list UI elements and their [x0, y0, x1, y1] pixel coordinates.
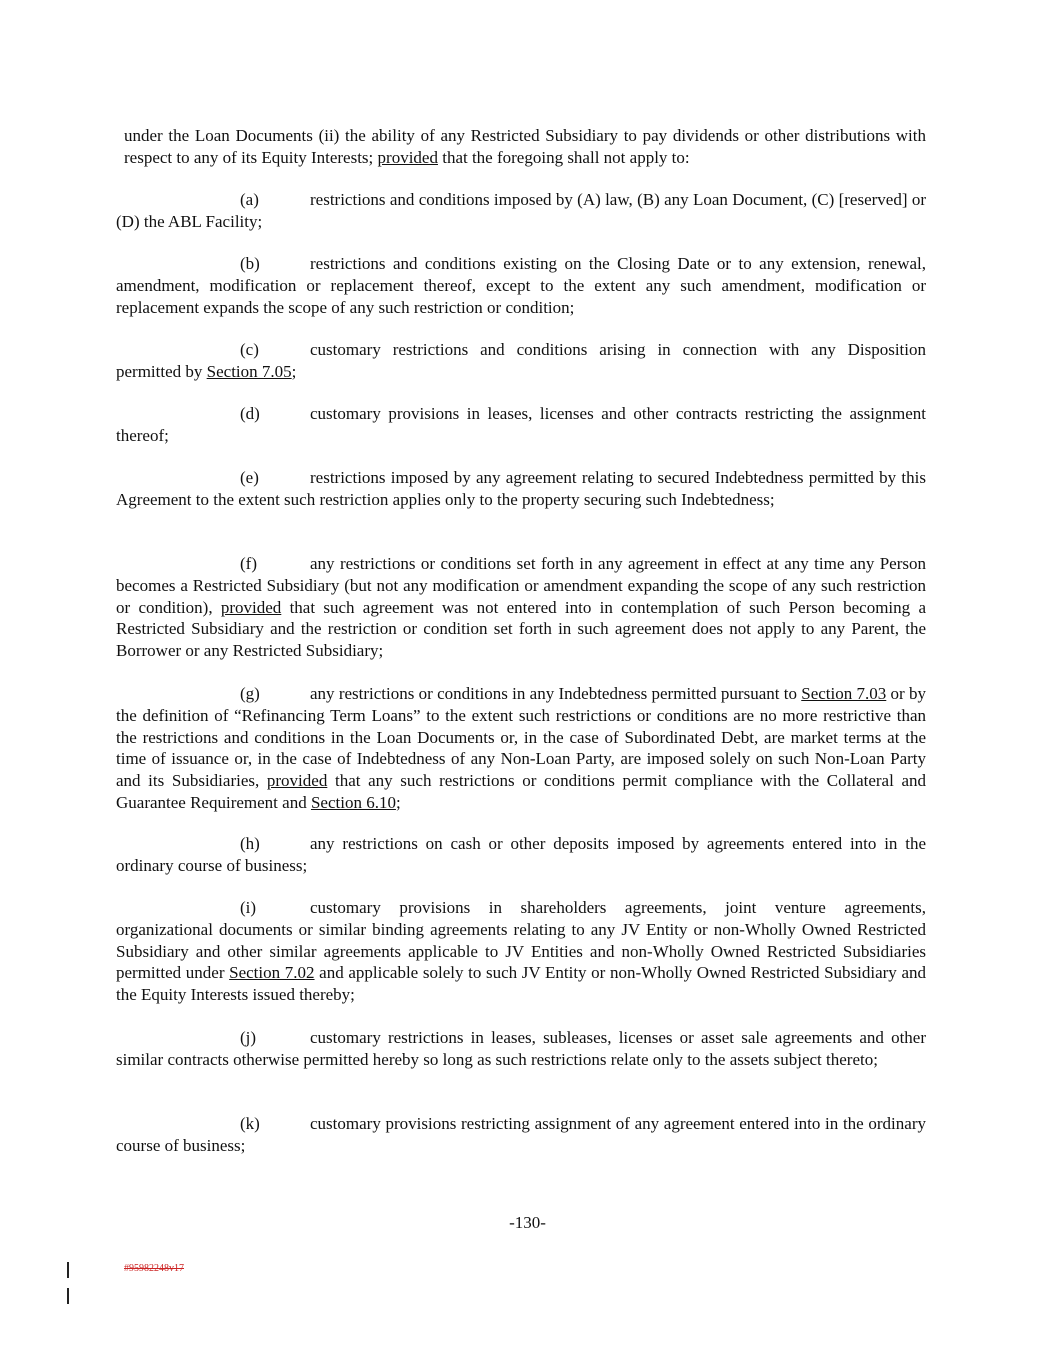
- lead-paragraph: under the Loan Documents (ii) the ability of any Restricted Subsidiary to pay dividends or other distributions with respect to any of its Equity Interests; provided that the foregoing shall not apply to:: [124, 126, 926, 167]
- clause-d: (d) customary provisions in leases, licenses and other contracts restricting the assignment thereof;: [116, 404, 926, 445]
- section-reference: Section 7.02: [229, 963, 315, 983]
- clause-label: (d): [240, 404, 260, 423]
- clause-label: (h): [240, 834, 260, 853]
- clause-a: (a) restrictions and conditions imposed by (A) law, (B) any Loan Document, (C) [reserved] or (D) the ABL Facility;: [116, 190, 926, 231]
- clause-i: (i) customary provisions in shareholders agreements, joint venture agreements, organizational documents or similar binding agreements relating to any JV Entity or non-Wholly Owned Restricted Subsidiary and other similar agreements applicable to JV Entities and non-Wholly Owned Restricted Subsidiaries permitted under Section 7.02 and applicable solely to such JV Entity or non-Wholly Owned Restricted Subsidiary and the Equity Interests issued thereby;: [116, 898, 926, 1005]
- section-reference: Section 6.10: [310, 792, 396, 812]
- clause-k: (k) customary provisions restricting assignment of any agreement entered into in the ordinary course of business;: [116, 1114, 926, 1155]
- clause-label: (e): [240, 468, 259, 487]
- section-reference: Section 7.03: [801, 684, 887, 703]
- clause-g: (g) any restrictions or conditions in any Indebtedness permitted pursuant to Section 7.03 or by the definition of “Refinancing Term Loans” to the extent such restrictions or conditions are no more restrictive than the restrictions and conditions in the Loan Documents or, in the case of Subordinated Debt, are market terms at the time of issuance or, in the case of Indebtedness of any Non-Loan Party, are imposed solely on such Non-Loan Party and its Subsidiaries, provided that any such restrictions or conditions permit compliance with the Collateral and Guarantee Requirement and Section 6.10;: [116, 684, 926, 812]
- provided-term: provided: [266, 771, 328, 791]
- clause-label: (k): [240, 1114, 260, 1133]
- provided-term: provided: [220, 597, 282, 617]
- clause-label: (j): [240, 1028, 257, 1047]
- clause-label: (f): [240, 554, 257, 573]
- clause-label: (g): [240, 684, 260, 703]
- clause-c: (c) customary restrictions and conditions arising in connection with any Disposition permitted by Section 7.05;: [116, 340, 926, 381]
- clause-label: (i): [240, 898, 257, 917]
- section-reference: Section 7.05: [206, 361, 292, 381]
- provided-term: provided: [377, 147, 438, 167]
- clause-j: (j) customary restrictions in leases, subleases, licenses or asset sale agreements and other similar contracts otherwise permitted hereby so long as such restrictions relate only to the assets subject thereto;: [116, 1028, 926, 1069]
- clause-h: (h) any restrictions on cash or other deposits imposed by agreements entered into in the ordinary course of business;: [116, 834, 926, 875]
- clause-b: (b) restrictions and conditions existing on the Closing Date or to any extension, renewal, amendment, modification or replacement thereof, except to the extent any such amendment, modification or replacement expands the scope of any such restriction or condition;: [116, 254, 926, 317]
- clause-label: (a): [240, 190, 259, 209]
- document-id: #95982248v17: [124, 1263, 184, 1274]
- clause-label: (c): [240, 340, 259, 359]
- change-bar: [67, 1288, 69, 1304]
- change-bar: [67, 1262, 69, 1278]
- clause-e: (e) restrictions imposed by any agreement relating to secured Indebtedness permitted by this Agreement to the extent such restriction applies only to the property securing such Indebtedness;: [116, 468, 926, 509]
- page-number: -130-: [509, 1213, 546, 1232]
- clause-label: (b): [240, 254, 260, 273]
- clause-f: (f) any restrictions or conditions set forth in any agreement in effect at any time any Person becomes a Restricted Subsidiary (but not any modification or amendment expanding the scope of any such restriction or condition), provided that such agreement was not entered into in contemplation of such Person becoming a Restricted Subsidiary and the restriction or condition set forth in such agreement does not apply to any Parent, the Borrower or any Restricted Subsidiary;: [116, 554, 926, 661]
